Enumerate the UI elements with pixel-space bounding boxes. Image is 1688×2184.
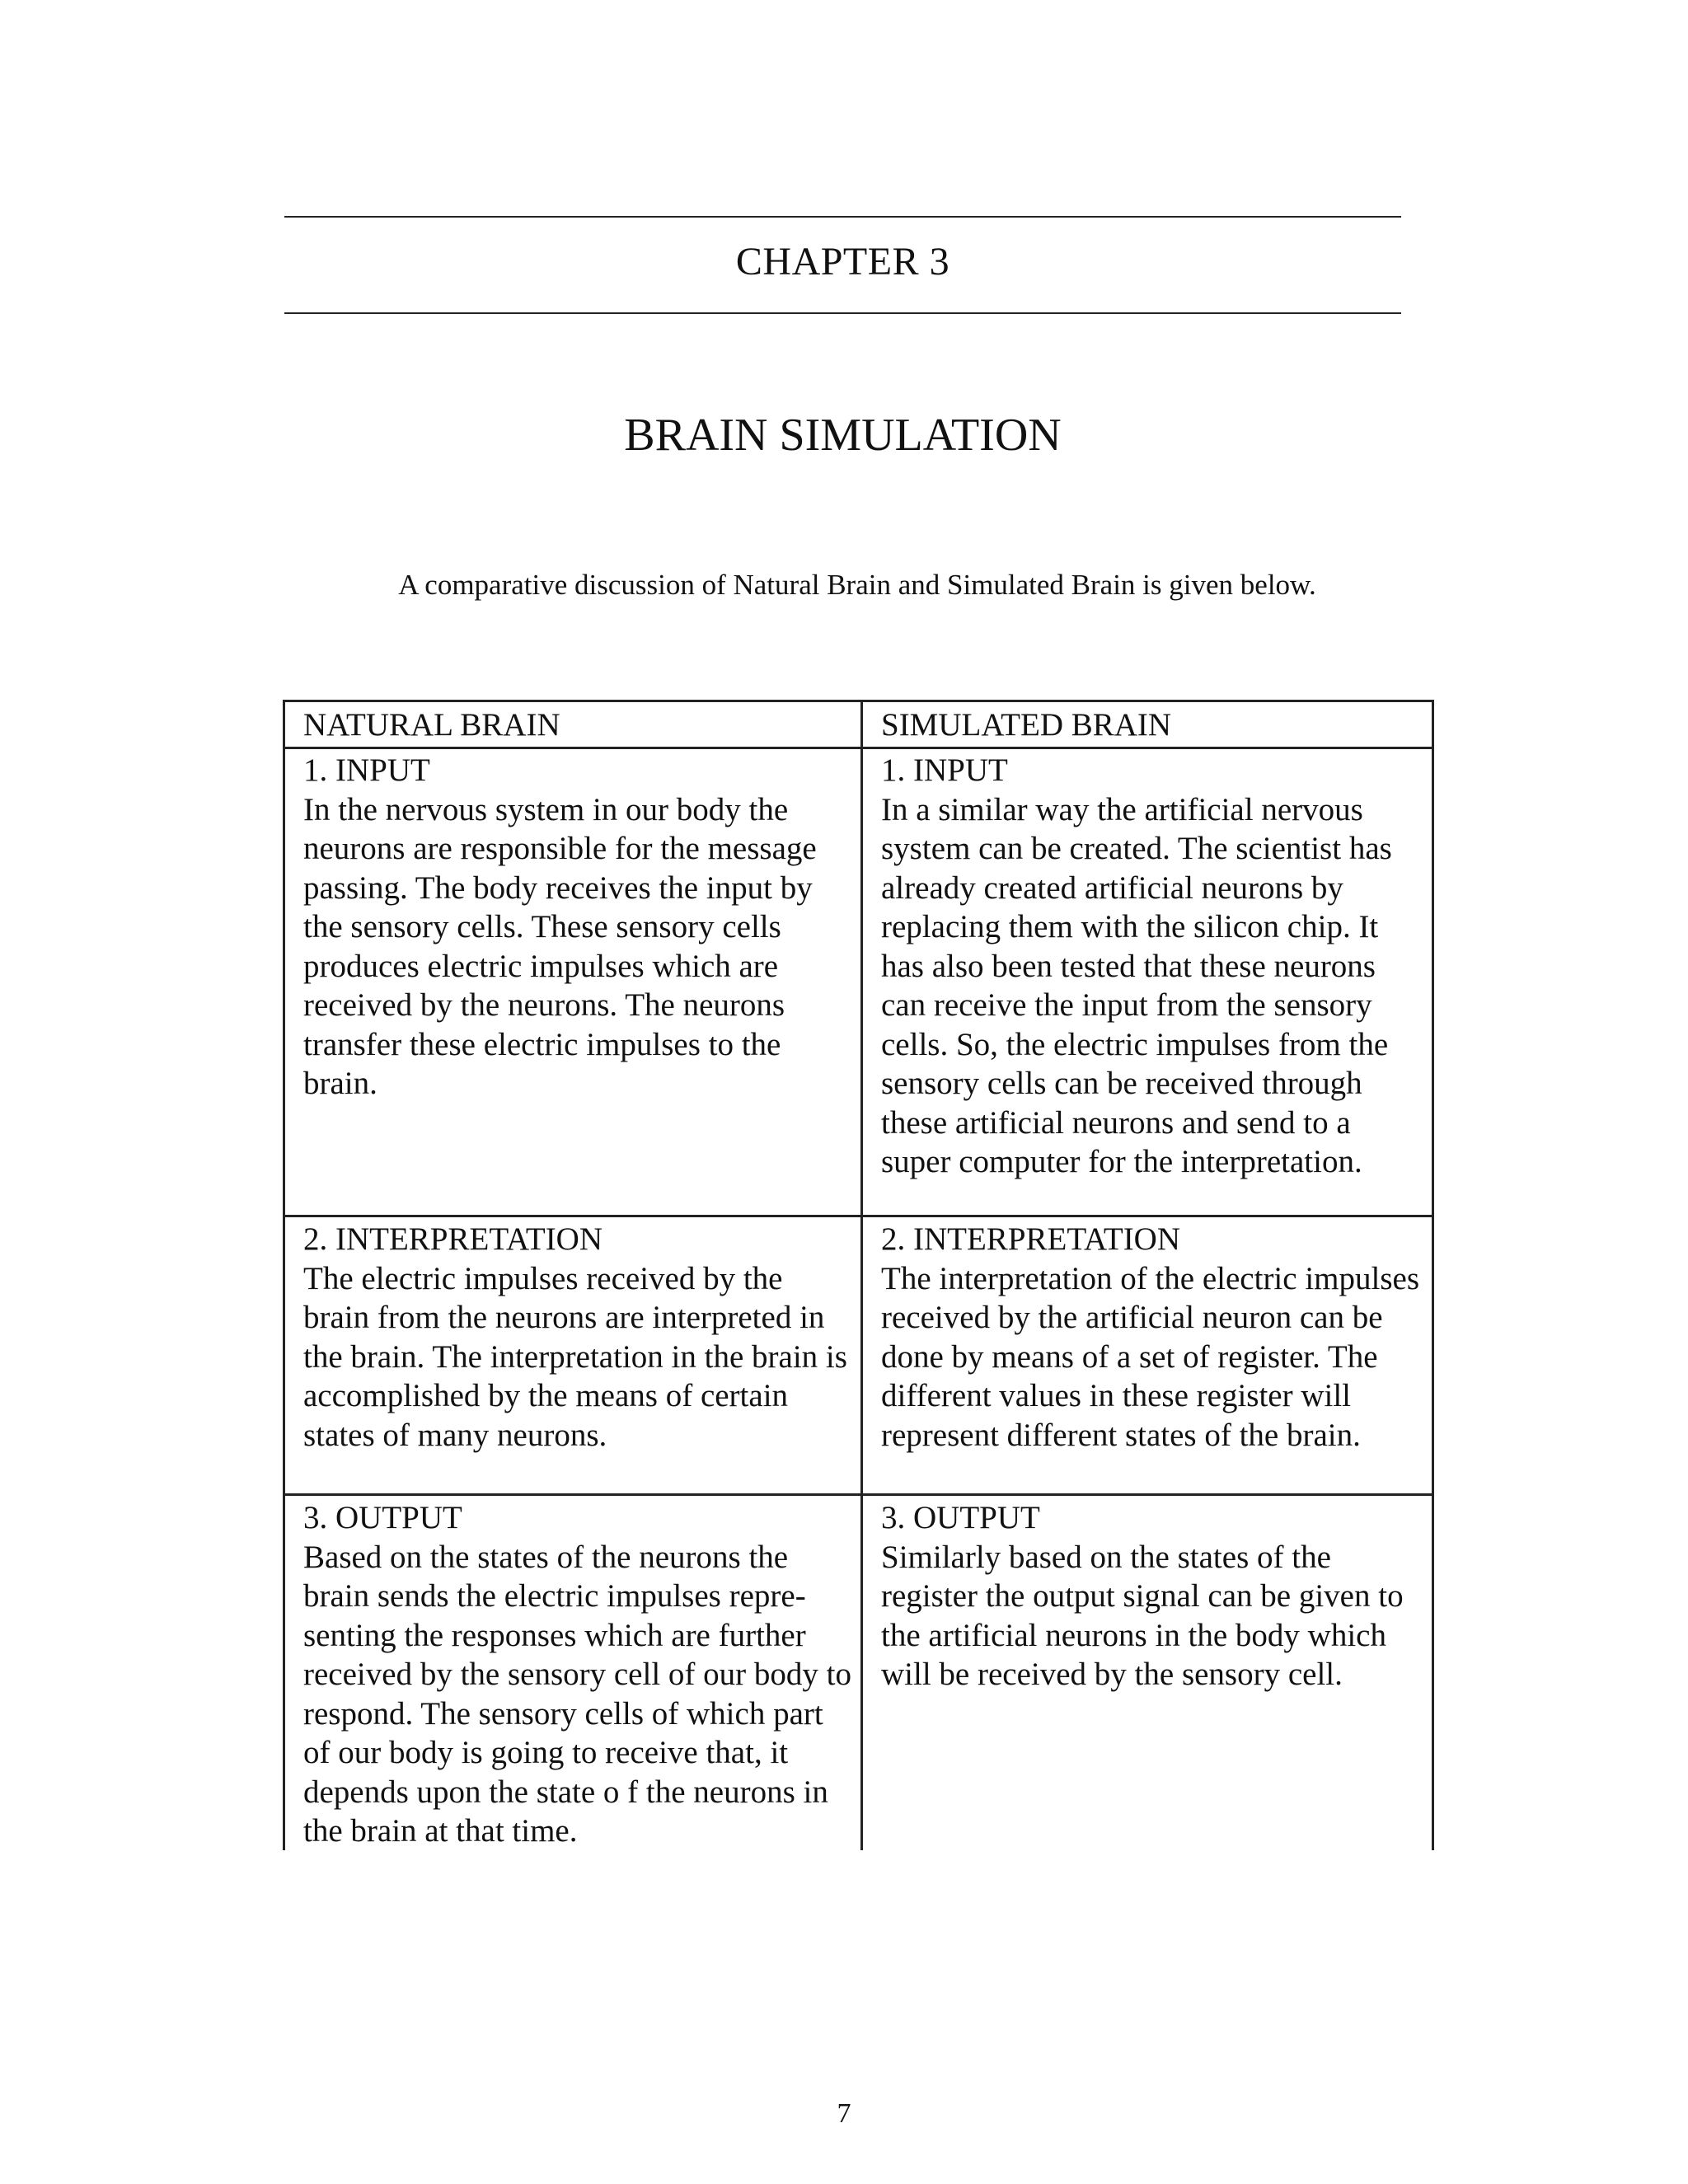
natural-output-text: Based on the states of the neurons the brain sends the electric impulses repre- senting the responses which are further received by the sensory cell of our body to respond. The sensory cells of which part of our body is going to receive that, it depends upon the state o f the neurons in the brain at that time.	[303, 1539, 851, 1849]
natural-output-cell	[285, 1498, 860, 1851]
comparison-table	[283, 700, 1434, 1850]
simulated-interpretation-cell	[863, 1220, 1432, 1455]
intro-paragraph: A comparative discussion of Natural Brain and Simulated Brain is given below.	[398, 569, 1316, 601]
simulated-input-heading: 1. INPUT	[881, 752, 1008, 788]
simulated-interpretation-heading: 2. INTERPRETATION	[881, 1221, 1181, 1257]
header-simulated-brain: SIMULATED BRAIN	[881, 707, 1172, 743]
simulated-interpretation-text: The interpretation of the electric impulses received by the artificial neuron can be done by means of a set of register. The different values in these register will represent different states of the brain.	[881, 1260, 1420, 1453]
natural-input-cell	[285, 751, 860, 1104]
natural-interpretation-cell	[285, 1220, 860, 1455]
natural-output-heading: 3. OUTPUT	[303, 1500, 462, 1535]
chapter-bottom-rule	[284, 312, 1401, 314]
simulated-output-heading: 3. OUTPUT	[881, 1500, 1040, 1535]
chapter-top-rule	[284, 216, 1401, 218]
natural-interpretation-heading: 2. INTERPRETATION	[303, 1221, 603, 1257]
page-number: 7	[837, 2098, 851, 2129]
row-line-2	[285, 1493, 1432, 1496]
header-natural-brain: NATURAL BRAIN	[303, 707, 560, 743]
simulated-output-cell	[863, 1498, 1432, 1694]
simulated-input-cell	[863, 751, 1432, 1182]
page-title: BRAIN SIMULATION	[624, 410, 1062, 461]
simulated-output-text: Similarly based on the states of the register the output signal can be given to the artificial neurons in the body which will be received by the sensory cell.	[881, 1539, 1404, 1692]
header-row-line	[285, 747, 1432, 749]
natural-input-text: In the nervous system in our body the neurons are responsible for the message passing. The body receives the input by the sensory cells. These sensory cells produces electric impulses which are received by the neurons. The neurons transfer these electric impulses to the brain.	[303, 791, 817, 1101]
natural-interpretation-text: The electric impulses received by the brain from the neurons are interpreted in the brain. The interpretation in the brain is accomplished by the means of certain states of many neurons.	[303, 1260, 847, 1453]
simulated-input-text: In a similar way the artificial nervous system can be created. The scientist has already created artificial neurons by replacing them with the silicon chip. It has also been tested that these neurons can receive the input from the sensory cells. So, the electric impulses from the sensory cells can be received through these artificial neurons and send to a super computer for the interpretation.	[881, 791, 1392, 1179]
chapter-label: CHAPTER 3	[735, 240, 950, 284]
natural-input-heading: 1. INPUT	[303, 752, 430, 788]
row-line-1	[285, 1215, 1432, 1217]
